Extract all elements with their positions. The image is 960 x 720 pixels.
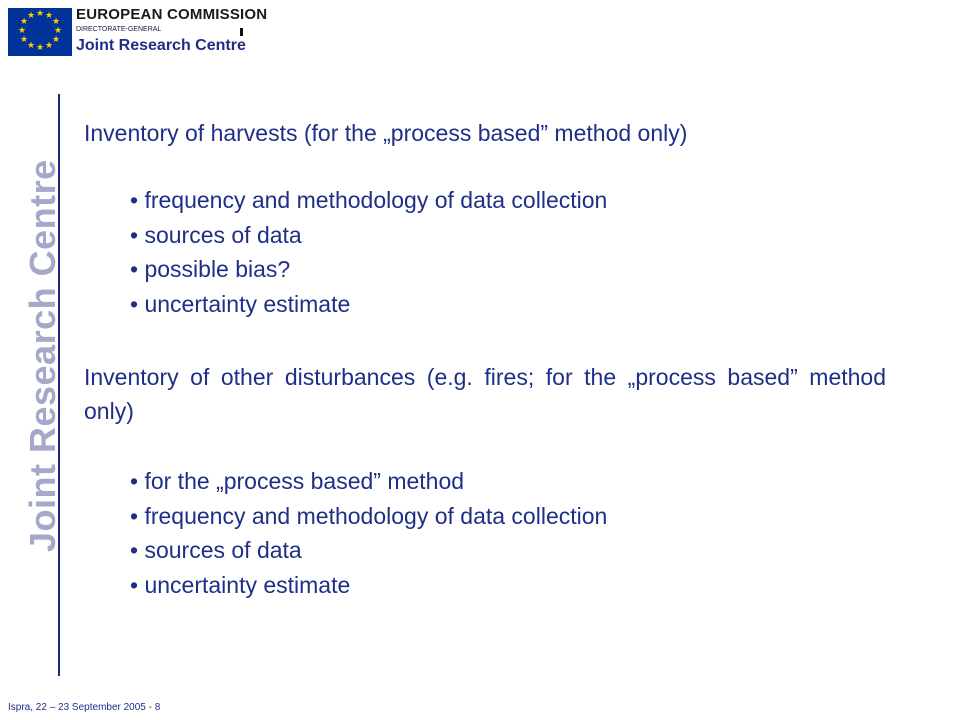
list-item: • for the „process based” method bbox=[130, 464, 607, 499]
list-item: • uncertainty estimate bbox=[130, 287, 607, 322]
list-item: • possible bias? bbox=[130, 252, 607, 287]
list-item: • sources of data bbox=[130, 218, 607, 253]
section2-bullet-list bbox=[130, 464, 607, 602]
eu-flag-icon: ★ ★ ★ ★ ★ ★ ★ ★ ★ ★ ★ ★ bbox=[8, 8, 72, 56]
list-item: • uncertainty estimate bbox=[130, 568, 607, 603]
list-item: • sources of data bbox=[130, 533, 607, 568]
centre-name: Joint Research Centre bbox=[76, 37, 246, 54]
organization-name: EUROPEAN COMMISSION bbox=[76, 6, 268, 23]
list-item: • frequency and methodology of data collection bbox=[130, 183, 607, 218]
footer-text: Ispra, 22 – 23 September 2005 - 8 bbox=[8, 702, 161, 713]
header-logo bbox=[8, 4, 268, 60]
brand-divider bbox=[240, 28, 243, 36]
list-item: • frequency and methodology of data collection bbox=[130, 499, 607, 534]
section2-heading: Inventory of other disturbances (e.g. fires; for the „process based” method only) bbox=[84, 364, 886, 424]
directorate-label: DIRECTORATE-GENERAL bbox=[76, 26, 162, 33]
section1-bullet-list bbox=[130, 183, 607, 321]
section1-heading: Inventory of harvests (for the „process based” method only) bbox=[84, 120, 688, 146]
sidebar-vertical-title: Joint Research Centre bbox=[22, 159, 63, 552]
brand-text bbox=[76, 4, 268, 60]
